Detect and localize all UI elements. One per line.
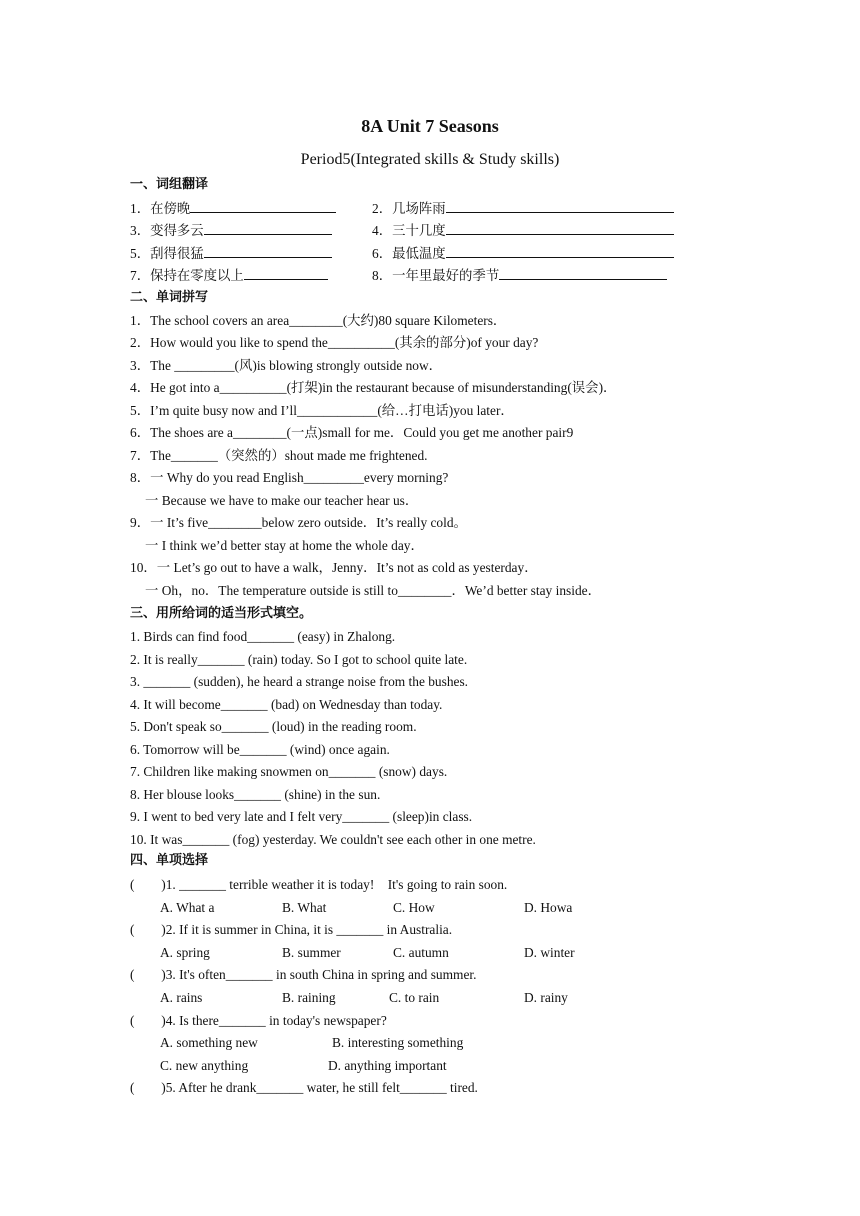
phrase-item: 3．变得多云 (130, 221, 332, 240)
mc-option: B. raining (282, 990, 336, 1005)
mc-option: C. How (393, 900, 435, 915)
spelling-question: 8．一 Why do you read English_________every morning? (130, 470, 449, 485)
spelling-question: 9．一 It’s five________below zero outside．It’s really cold。 (130, 515, 467, 530)
mc-option: B. interesting something (332, 1035, 464, 1050)
mc-option: A. spring (160, 945, 210, 960)
mc-question-stem: ( )1. _______ terrible weather it is today! It's going to rain soon. (130, 877, 508, 892)
phrase-item: 7．保持在零度以上 (130, 266, 328, 285)
section3-heading: 三、用所给词的适当形式填空。 (130, 606, 313, 621)
phrase-item: 5．刮得很猛 (130, 244, 332, 263)
phrase-item: 2．几场阵雨 (372, 199, 674, 218)
spelling-question: 5．I’m quite busy now and I’ll____________(给…打电话)you later． (130, 403, 514, 418)
mc-option: C. new anything (160, 1058, 249, 1073)
spelling-question: 3．The _________(风)is blowing strongly outside now． (130, 358, 443, 373)
mc-question-stem: ( )5. After he drank_______ water, he still felt_______ tired. (130, 1080, 478, 1095)
mc-option: D. winter (524, 945, 575, 960)
mc-option: D. rainy (524, 990, 568, 1005)
phrase-item: 8．一年里最好的季节 (372, 266, 667, 285)
section1-heading: 一、词组翻译 (130, 177, 209, 192)
fill-blank-question: 7. Children like making snowmen on_______ (snow) days. (130, 764, 448, 779)
mc-option: C. autumn (393, 945, 449, 960)
fill-blank-question: 2. It is really_______ (rain) today. So I got to school quite late. (130, 652, 468, 667)
fill-blank-question: 8. Her blouse looks_______ (shine) in the sun. (130, 787, 381, 802)
mc-option: B. summer (282, 945, 341, 960)
page-title: 8A Unit 7 Seasons (361, 116, 499, 136)
fill-blank-question: 5. Don't speak so_______ (loud) in the reading room. (130, 719, 417, 734)
mc-question-stem: ( )4. Is there_______ in today's newspaper? (130, 1013, 387, 1028)
fill-blank-question: 4. It will become_______ (bad) on Wednesday than today. (130, 697, 443, 712)
spelling-question: 2．How would you like to spend the__________(其余的部分)of your day? (130, 335, 539, 350)
mc-question-stem: ( )2. If it is summer in China, it is _______ in Australia. (130, 922, 453, 937)
spelling-question-reply: 一 I think we’d better stay at home the whole day． (145, 538, 424, 553)
spelling-question-reply: 一 Oh，no．The temperature outside is still to________．We’d better stay inside． (145, 583, 601, 598)
spelling-question: 4．He got into a__________(打架)in the restaurant because of misunderstanding(误会)． (130, 380, 617, 395)
mc-option: D. Howa (524, 900, 573, 915)
fill-blank-question: 9. I went to bed very late and I felt very_______ (sleep)in class. (130, 809, 473, 824)
phrase-item: 6．最低温度 (372, 244, 674, 263)
phrase-item: 1．在傍晚 (130, 199, 336, 218)
fill-blank-question: 6. Tomorrow will be_______ (wind) once again. (130, 742, 390, 757)
section2-heading: 二、单词拼写 (130, 290, 209, 305)
mc-option: D. anything important (328, 1058, 447, 1073)
spelling-question: 7．The_______（突然的）shout made me frightened. (130, 448, 428, 463)
mc-question-stem: ( )3. It's often_______ in south China in spring and summer. (130, 967, 477, 982)
mc-option: A. rains (160, 990, 203, 1005)
mc-option: A. something new (160, 1035, 258, 1050)
section4-heading: 四、单项选择 (130, 853, 209, 868)
fill-blank-question: 1. Birds can find food_______ (easy) in Zhalong. (130, 629, 396, 644)
fill-blank-question: 3. _______ (sudden), he heard a strange noise from the bushes. (130, 674, 469, 689)
fill-blank-question: 10. It was_______ (fog) yesterday. We couldn't see each other in one metre. (130, 832, 536, 847)
page-subtitle: Period5(Integrated skills & Study skills) (300, 151, 560, 168)
mc-option: B. What (282, 900, 327, 915)
mc-option: C. to rain (389, 990, 440, 1005)
phrase-item: 4．三十几度 (372, 221, 674, 240)
spelling-question: 6．The shoes are a________(一点)small for me．Could you get me another pair9 (130, 425, 574, 440)
spelling-question: 1．The school covers an area________(大约)80 square Kilometers． (130, 313, 507, 328)
spelling-question-reply: 一 Because we have to make our teacher hear us． (145, 493, 419, 508)
spelling-question: 10．一 Let’s go out to have a walk，Jenny．It’s not as cold as yesterday． (130, 560, 538, 575)
mc-option: A. What a (160, 900, 215, 915)
